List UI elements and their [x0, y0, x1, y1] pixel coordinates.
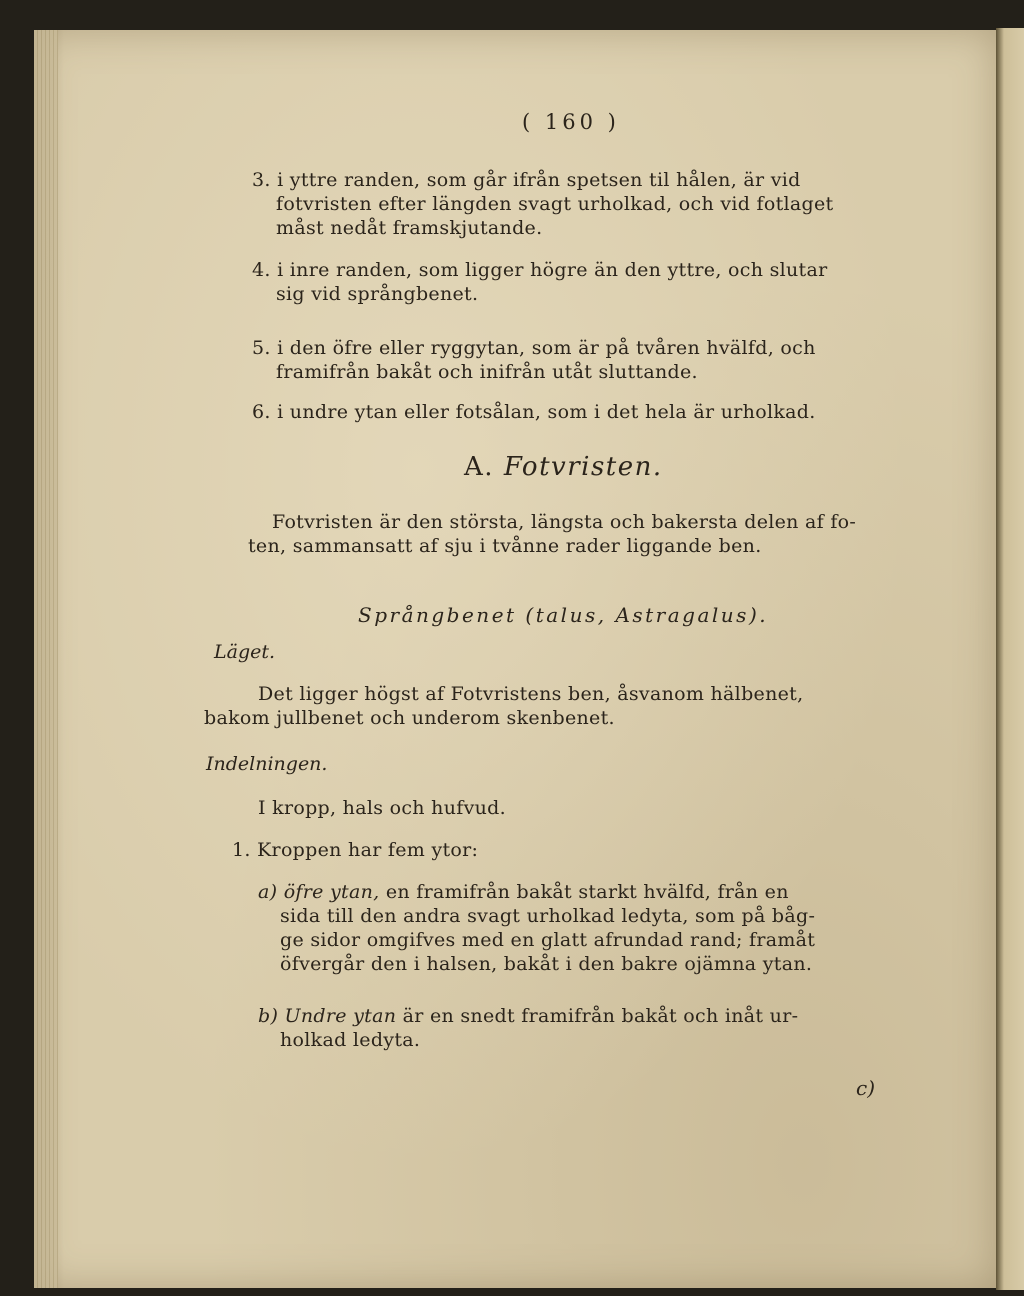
item-3-line-2: fotvristen efter längden svagt urholkad, och vid fotlaget [276, 193, 834, 215]
yta-b-line-1-rest: är en snedt framifrån bakåt och inåt ur- [402, 1005, 799, 1027]
item-4-line-1: 4. i inre randen, som ligger högre än den yttre, och slutar [252, 259, 828, 281]
kroppen-line-1: 1. Kroppen har fem ytor: [232, 839, 479, 861]
yta-b-line-2: holkad ledyta. [280, 1029, 421, 1051]
yta-a-line-1-rest: en framifrån bakåt starkt hvälfd, från en [385, 881, 789, 903]
page-number: ( 160 ) [522, 110, 620, 134]
yta-a-line-3: ge sidor omgifves med en glatt afrundad rand; framåt [280, 929, 816, 951]
label-indelningen: Indelningen. [206, 753, 328, 775]
laget-line-2: bakom jullbenet och underom skenbenet. [204, 707, 615, 729]
yta-a-term: öfre ytan, [283, 881, 380, 903]
indelningen-line-1: I kropp, hals och hufvud. [258, 797, 506, 819]
section-heading [464, 452, 663, 482]
section-letter: A. [464, 452, 495, 482]
catchword: c) [856, 1076, 876, 1100]
intro-line-1: Fotvristen är den största, längsta och bakersta delen af fo- [272, 511, 857, 533]
yta-b-marker: b) [258, 1005, 279, 1027]
label-laget: Läget. [214, 641, 276, 663]
laget-line-1: Det ligger högst af Fotvristens ben, åsvanom hälbenet, [258, 683, 804, 705]
yta-a-line-2: sida till den andra svagt urholkad ledyta, som på båg- [280, 905, 816, 927]
item-5-line-2: framifrån bakåt och inifrån utåt sluttande. [276, 361, 698, 383]
item-6-line-1: 6. i undre ytan eller fotsålan, som i det hela är urholkad. [252, 401, 816, 423]
yta-b-line-1 [258, 1005, 798, 1027]
yta-a-line-4: öfvergår den i halsen, bakåt i den bakre ojämna ytan. [280, 953, 813, 975]
yta-b-term: Undre ytan [284, 1005, 397, 1027]
yta-a-line-1 [258, 881, 789, 903]
item-5-line-1: 5. i den öfre eller ryggytan, som är på tvåren hvälfd, och [252, 337, 816, 359]
item-3-line-3: måst nedåt framskjutande. [276, 217, 543, 239]
item-3-line-1: 3. i yttre randen, som går ifrån spetsen til hålen, är vid [252, 169, 801, 191]
intro-line-2: ten, sammansatt af sju i tvånne rader liggande ben. [248, 535, 762, 557]
section-title: Fotvristen. [503, 452, 663, 482]
subheading: Språngbenet (talus, Astragalus). [358, 603, 769, 627]
yta-a-marker: a) [258, 881, 278, 903]
item-4-line-2: sig vid språngbenet. [276, 283, 479, 305]
